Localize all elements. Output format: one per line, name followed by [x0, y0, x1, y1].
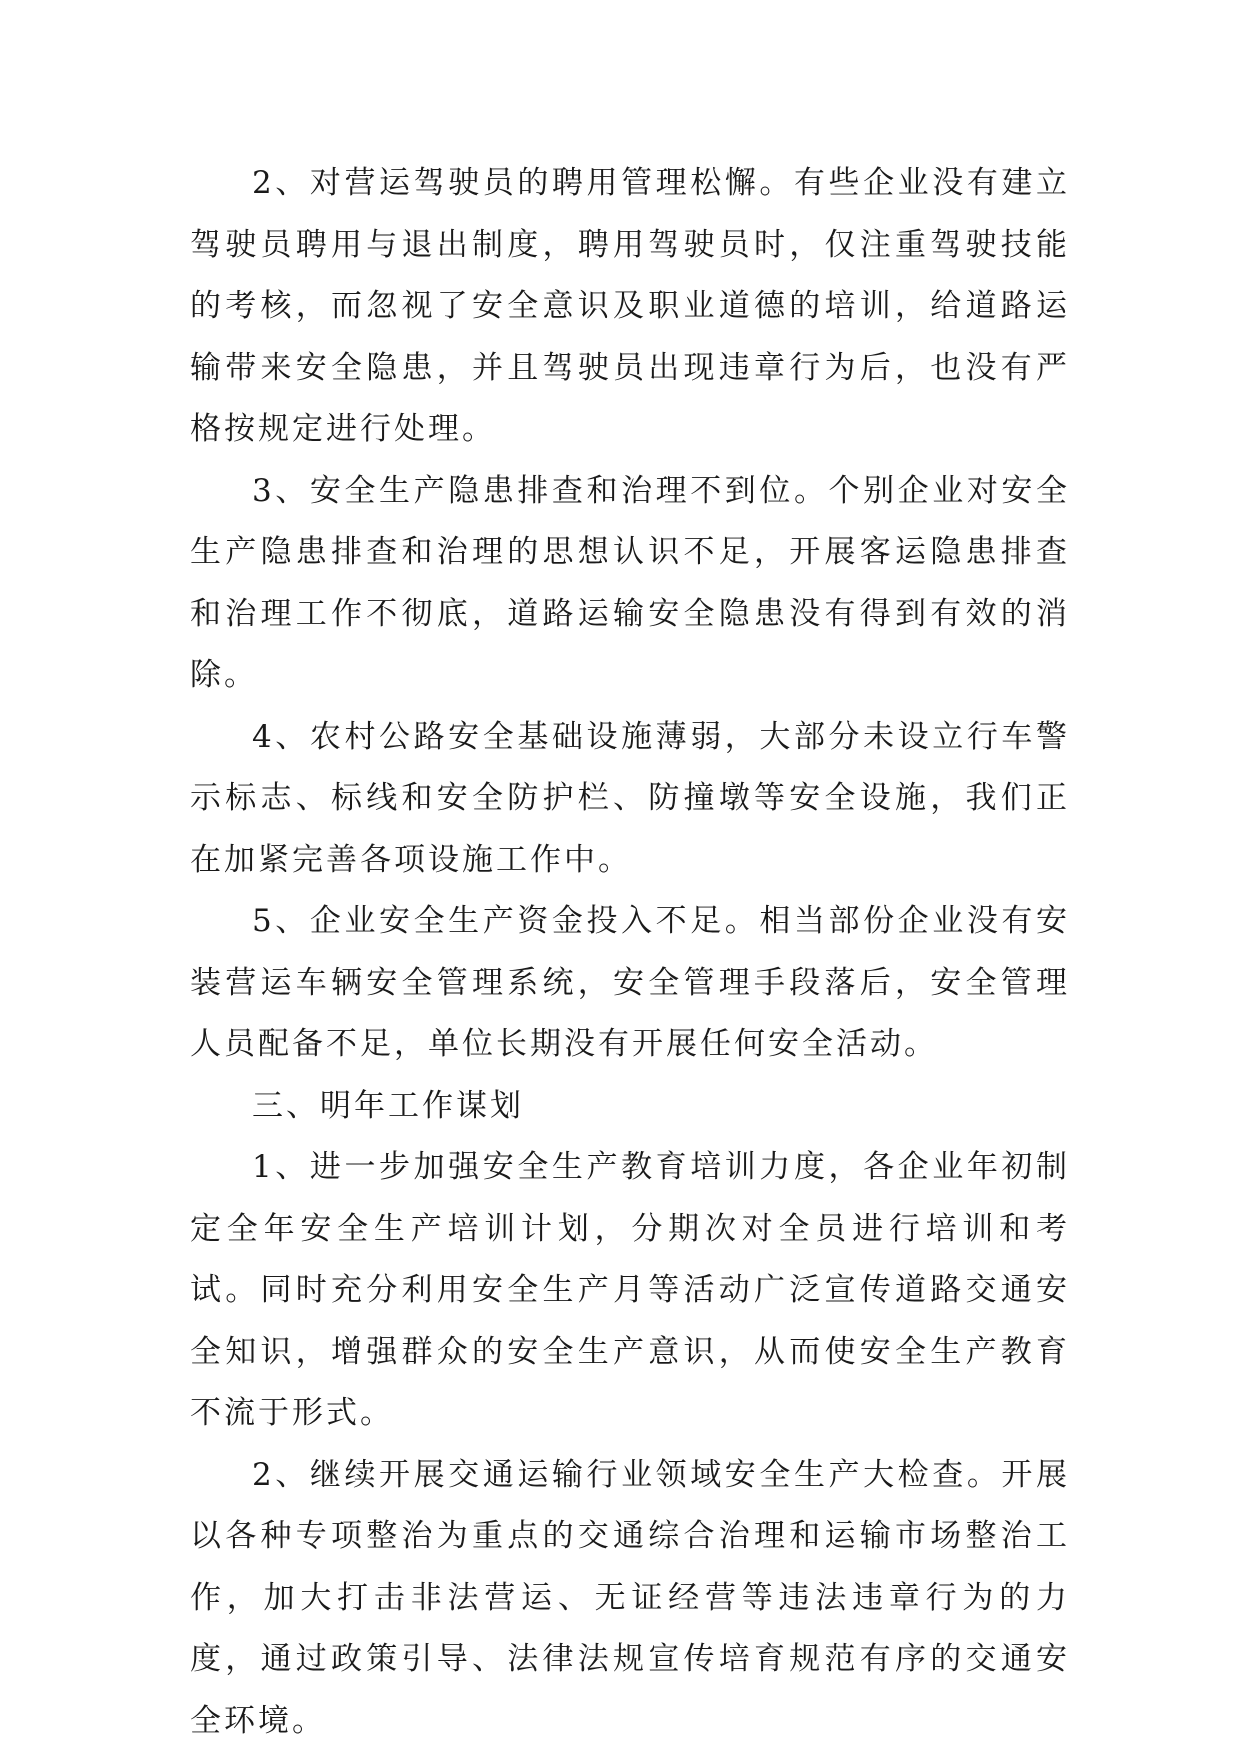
paragraph-hazard-inspection: 3、安全生产隐患排查和治理不到位。个别企业对安全生产隐患排查和治理的思想认识不足，开展客运隐患排查和治理工作不彻底，道路运输安全隐患没有得到有效的消除。: [190, 472, 1070, 693]
paragraph-rural-road-facilities: 4、农村公路安全基础设施薄弱，大部分未设立行车警示标志、标线和安全防护栏、防撞墩等安全设施，我们正在加紧完善各项设施工作中。: [190, 718, 1070, 878]
paragraph-safety-funding: 5、企业安全生产资金投入不足。相当部份企业没有安装营运车辆安全管理系统，安全管理手段落后，安全管理人员配备不足，单位长期没有开展任何安全活动。: [190, 903, 1070, 1062]
document-body: [190, 153, 1070, 1752]
paragraph-driver-management: 2、对营运驾驶员的聘用管理松懈。有些企业没有建立驾驶员聘用与退出制度，聘用驾驶员时，仅注重驾驶技能的考核，而忽视了安全意识及职业道德的培训，给道路运输带来安全隐患，并且驾驶员出现违章行为后，也没有严格按规定进行处理。: [190, 165, 1070, 447]
paragraph-safety-inspection: 2、继续开展交通运输行业领域安全生产大检查。开展以各种专项整治为重点的交通综合治理和运输市场整治工作，加大打击非法营运、无证经营等违法违章行为的力度，通过政策引导、法律法规宣传培育规范有序的交通安全环境。: [190, 1456, 1070, 1739]
section-heading-next-year-plan: 三、明年工作谋划: [252, 1087, 524, 1124]
paragraph-safety-training: 1、进一步加强安全生产教育培训力度，各企业年初制定全年安全生产培训计划，分期次对全员进行培训和考试。同时充分利用安全生产月等活动广泛宣传道路交通安全知识，增强群众的安全生产意识，从而使安全生产教育不流于形式。: [190, 1149, 1070, 1431]
